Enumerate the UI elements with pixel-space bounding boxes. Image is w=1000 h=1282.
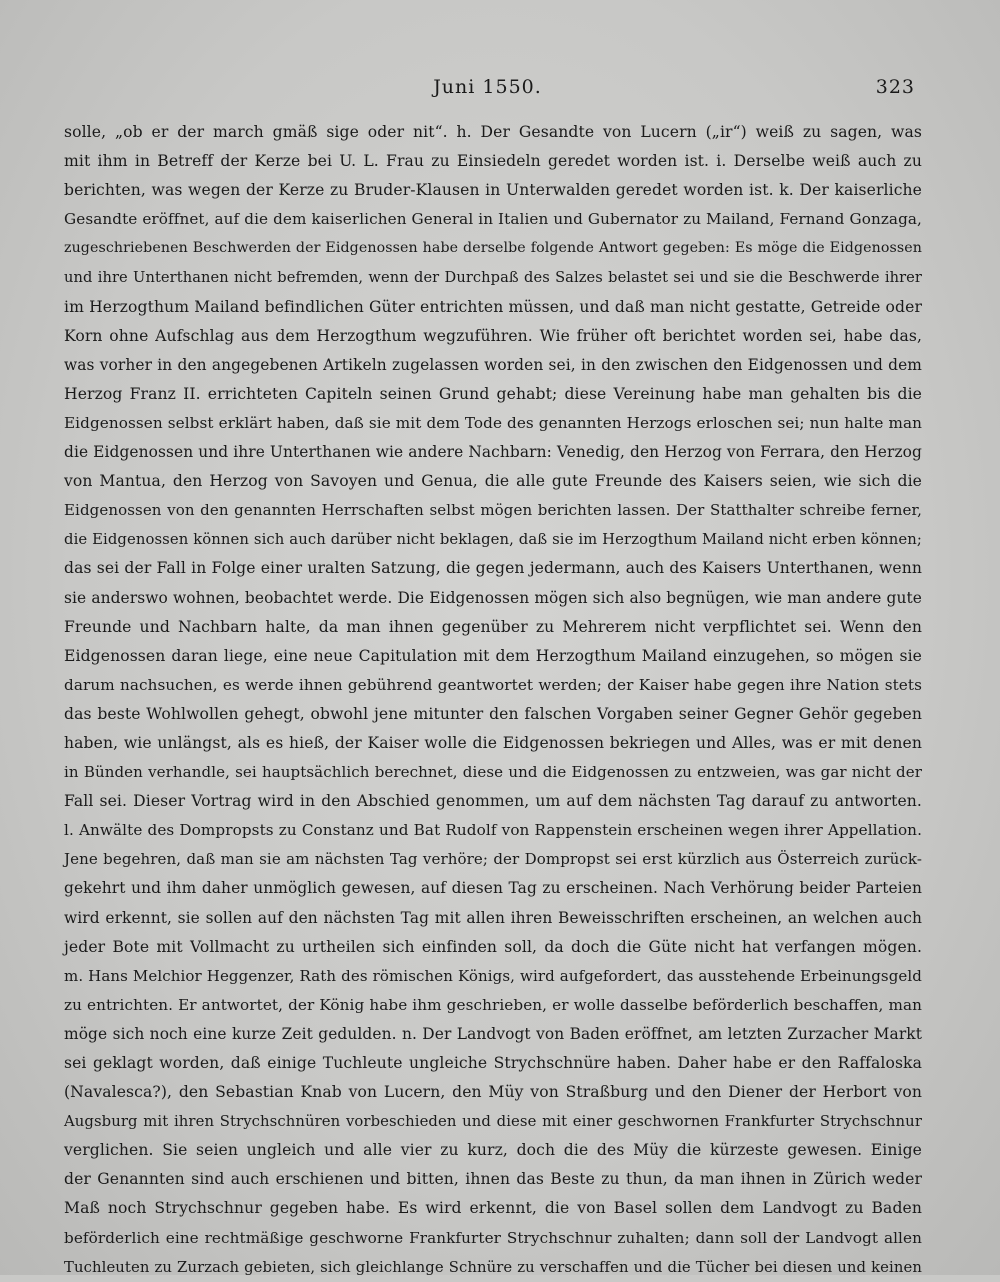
- text-line: und ihre Unterthanen nicht befremden, wenn der Durchpaß des Salzes belastet sei und sie die Beschwerde ihrer: [64, 269, 922, 287]
- text-line: sei geklagt worden, daß einige Tuchleute ungleiche Strychschnüre haben. Daher habe er den Raffaloska: [64, 1054, 922, 1072]
- text-line: Gesandte eröffnet, auf die dem kaiserlichen General in Italien und Gubernator zu Mailand, Fernand Gonzaga,: [64, 210, 922, 229]
- text-line: Eidgenossen selbst erklärt haben, daß sie mit dem Tode des genannten Herzogs erloschen sei; nun halte man: [64, 413, 922, 432]
- text-line: (Navalesca?), den Sebastian Knab von Lucern, den Müy von Straßburg und den Diener der Herbort von: [64, 1083, 922, 1102]
- text-line: Herzog Franz II. errichteten Capiteln seinen Grund gehabt; diese Vereinung habe man gehalten bis die: [64, 384, 922, 403]
- text-line: l. Anwälte des Dompropsts zu Constanz und Bat Rudolf von Rappenstein erscheinen wegen ihrer Appellation.: [64, 821, 922, 840]
- page-header: [60, 76, 915, 106]
- text-line: Jene begehren, daß man sie am nächsten Tag verhöre; der Dompropst sei erst kürzlich aus Österreich zurück-: [64, 850, 922, 869]
- text-line: Eidgenossen von den genannten Herrschaften selbst mögen berichten lassen. Der Statthalter schreibe ferner,: [64, 501, 922, 520]
- text-line: beförderlich eine rechtmäßige geschworne Frankfurter Strychschnur zuhalten; dann soll der Landvogt allen: [64, 1228, 922, 1247]
- text-line: das beste Wohlwollen gehegt, obwohl jene mitunter den falschen Vorgaben seiner Gegner Gehör gegeben: [64, 704, 922, 723]
- text-line: das sei der Fall in Folge einer uralten Satzung, die gegen jedermann, auch des Kaisers Unterthanen, wenn: [64, 559, 922, 578]
- text-line: verglichen. Sie seien ungleich und alle vier zu kurz, doch die des Müy die kürzeste gewesen. Einige: [64, 1141, 922, 1160]
- text-line: mit ihm in Betreff der Kerze bei U. L. Frau zu Einsiedeln geredet worden ist. i. Derselbe weiß auch zu: [64, 152, 922, 171]
- text-line: was vorher in den angegebenen Artikeln zugelassen worden sei, in den zwischen den Eidgenossen und dem: [64, 355, 922, 374]
- text-line: von Mantua, den Herzog von Savoyen und Genua, die alle gute Freunde des Kaisers seien, wie sich die: [64, 472, 922, 491]
- text-line: solle, „ob er der march gmäß sige oder nit“. h. Der Gesandte von Lucern („ir“) weiß zu sagen, was: [64, 123, 922, 141]
- body-text: [64, 118, 922, 1282]
- text-line: Augsburg mit ihren Strychschnüren vorbeschieden und diese mit einer geschwornen Frankfurter Strychschnur: [64, 1113, 922, 1131]
- text-line: die Eidgenossen können sich auch darüber nicht beklagen, daß sie im Herzogthum Mailand nicht erben können;: [64, 531, 922, 549]
- page-number: 323: [875, 76, 915, 98]
- text-line: Maß noch Strychschnur gegeben habe. Es wird erkennt, die von Basel sollen dem Landvogt zu Baden: [64, 1199, 922, 1218]
- text-line: in Bünden verhandle, sei hauptsächlich berechnet, diese und die Eidgenossen zu entzweien, was gar nicht der: [64, 763, 922, 782]
- text-line: Fall sei. Dieser Vortrag wird in den Abschied genommen, um auf dem nächsten Tag darauf zu antworten.: [64, 792, 922, 811]
- text-line: Freunde und Nachbarn halte, da man ihnen gegenüber zu Mehrerem nicht verpflichtet sei. Wenn den: [64, 617, 922, 636]
- text-line: Eidgenossen daran liege, eine neue Capitulation mit dem Herzogthum Mailand einzugehen, so mögen sie: [64, 646, 922, 665]
- text-line: Tuchleuten zu Zurzach gebieten, sich gleichlange Schnüre zu verschaffen und die Tücher bei diesen und keinen: [64, 1258, 922, 1276]
- text-line: wird erkennt, sie sollen auf den nächsten Tag mit allen ihren Beweisschriften erscheinen, an welchen auch: [64, 908, 922, 927]
- text-line: haben, wie unlängst, als es hieß, der Kaiser wolle die Eidgenossen bekriegen und Alles, was er mit denen: [64, 733, 922, 752]
- running-title: Juni 1550.: [433, 76, 542, 98]
- text-line: möge sich noch eine kurze Zeit gedulden. n. Der Landvogt von Baden eröffnet, am letzten Zurzacher Markt: [64, 1024, 922, 1043]
- text-line: m. Hans Melchior Heggenzer, Rath des römischen Königs, wird aufgefordert, das ausstehende Erbeinungsgeld: [64, 966, 922, 985]
- text-line: zu entrichten. Er antwortet, der König habe ihm geschrieben, er wolle dasselbe beförderlich beschaffen, man: [64, 995, 922, 1014]
- text-line: die Eidgenossen und ihre Unterthanen wie andere Nachbarn: Venedig, den Herzog von Ferrara, den Herzog: [64, 443, 922, 462]
- text-line: im Herzogthum Mailand befindlichen Güter entrichten müssen, und daß man nicht gestatte, Getreide oder: [64, 297, 922, 316]
- text-line: zugeschriebenen Beschwerden der Eidgenossen habe derselbe folgende Antwort gegeben: Es möge die Eidgenossen: [64, 240, 922, 257]
- text-line: Korn ohne Aufschlag aus dem Herzogthum wegzuführen. Wie früher oft berichtet worden sei, habe das,: [64, 326, 922, 345]
- text-line: gekehrt und ihm daher unmöglich gewesen, auf diesen Tag zu erscheinen. Nach Verhörung beider Parteien: [64, 879, 922, 898]
- text-line: jeder Bote mit Vollmacht zu urtheilen sich einfinden soll, da doch die Güte nicht hat verfangen mögen.: [64, 937, 922, 956]
- text-line: darum nachsuchen, es werde ihnen gebührend geantwortet werden; der Kaiser habe gegen ihre Nation stets: [64, 675, 922, 694]
- text-line: der Genannten sind auch erschienen und bitten, ihnen das Beste zu thun, da man ihnen in Zürich weder: [64, 1170, 922, 1189]
- text-line: sie anderswo wohnen, beobachtet werde. Die Eidgenossen mögen sich also begnügen, wie man andere gute: [64, 588, 922, 607]
- text-line: berichten, was wegen der Kerze zu Bruder-Klausen in Unterwalden geredet worden ist. k. Der kaiserliche: [64, 181, 922, 200]
